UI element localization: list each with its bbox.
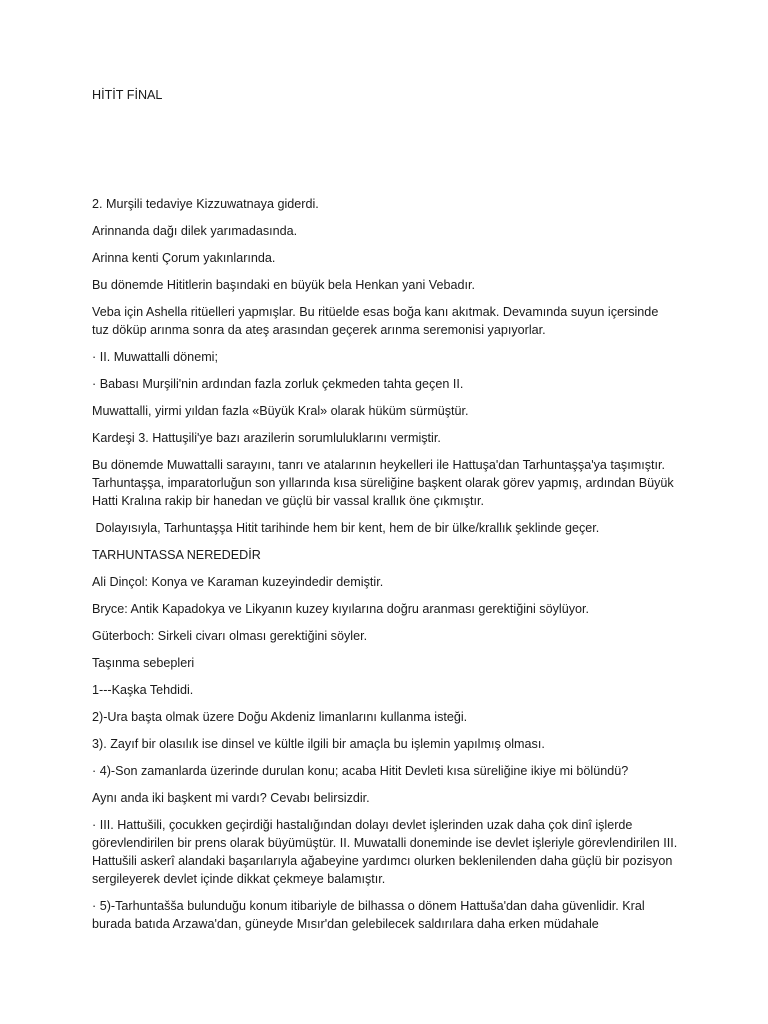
paragraph: Dolayısıyla, Tarhuntaşşa Hitit tarihinde hem bir kent, hem de bir ülke/krallık şeklinde geçer. xyxy=(92,521,600,535)
paragraph: · Babası Murşili'nin ardından fazla zorluk çekmeden tahta geçen II. xyxy=(92,377,464,391)
section-heading: Taşınma sebepleri xyxy=(92,656,195,670)
paragraph: Muwattalli, yirmi yıldan fazla «Büyük Kral» olarak hüküm sürmüştür. xyxy=(92,404,469,418)
paragraph: · III. Hattušili, çocukken geçirdiği hastalığından dolayı devlet işlerinden uzak daha çok dinî işlerde görevlendirilen bir prens olarak büyümüştür. II. Muwatalli doneminde ise devlet işleriyle görevlendirilen III. Hattušili askerî alandaki başarılarıyla ağabeyine yardımcı olurken beklenilenden daha güçlü bir pozisyon sergileyerek devlet içinde dikkat çekmeye balamıştır. xyxy=(92,818,681,886)
paragraph: · 4)-Son zamanlarda üzerinde durulan konu; acaba Hitit Devleti kısa süreliğine ikiye mi bölündü? xyxy=(92,764,629,778)
paragraph: 2. Murşili tedaviye Kizzuwatnaya giderdi. xyxy=(92,197,319,211)
paragraph: Arinna kenti Çorum yakınlarında. xyxy=(92,251,276,265)
paragraph: Veba için Ashella ritüelleri yapmışlar. Bu ritüelde esas boğa kanı akıtmak. Devamında suyun içersinde tuz döküp arınma sonra da ateş arasından geçerek arınma seremonisi yapıyorlar. xyxy=(92,305,662,337)
paragraph: Aynı anda iki başkent mi vardı? Cevabı belirsizdir. xyxy=(92,791,370,805)
document-body xyxy=(92,195,681,933)
paragraph: Güterboch: Sirkeli civarı olması gerektiğini söyler. xyxy=(92,629,368,643)
section-heading: TARHUNTASSA NEREDEDİR xyxy=(92,548,261,562)
paragraph: Kardeşi 3. Hattuşili'ye bazı arazilerin sorumluluklarını vermiştir. xyxy=(92,431,441,445)
paragraph: Bu dönemde Hititlerin başındaki en büyük bela Henkan yani Vebadır. xyxy=(92,278,475,292)
paragraph: 1---Kaşka Tehdidi. xyxy=(92,683,194,697)
paragraph: · II. Muwattalli dönemi; xyxy=(92,350,218,364)
paragraph: Bu dönemde Muwattalli sarayını, tanrı ve atalarının heykelleri ile Hattuşa'dan Tarhuntaşşa'ya taşımıştır. Tarhuntaşşa, imparatorluğun son yıllarında kısa süreliğine başkent olarak görev yapmış, ardından Büyük Hatti Kralına rakip bir hanedan ve güçlü bir vassal krallık öne çıkmıştır. xyxy=(92,458,678,508)
paragraph: 3). Zayıf bir olasılık ise dinsel ve kültle ilgili bir amaçla bu işlemin yapılmış olması. xyxy=(92,737,545,751)
paragraph: · 5)-Tarhuntašša bulunduğu konum itibariyle de bilhassa o dönem Hattuša'dan daha güvenlidir. Kral burada batıda Arzawa'dan, güneyde Mısır'dan gelebilecek saldırılara daha erken müdahale xyxy=(92,899,649,931)
paragraph: Bryce: Antik Kapadokya ve Likyanın kuzey kıyılarına doğru aranması gerektiğini söylüyor. xyxy=(92,602,590,616)
paragraph: 2)-Ura başta olmak üzere Doğu Akdeniz limanlarını kullanma isteği. xyxy=(92,710,468,724)
document-title: HİTİT FİNAL xyxy=(92,88,163,102)
document-content xyxy=(92,86,681,942)
paragraph: Arinnanda dağı dilek yarımadasında. xyxy=(92,224,298,238)
paragraph: Ali Dinçol: Konya ve Karaman kuzeyindedir demiştir. xyxy=(92,575,384,589)
